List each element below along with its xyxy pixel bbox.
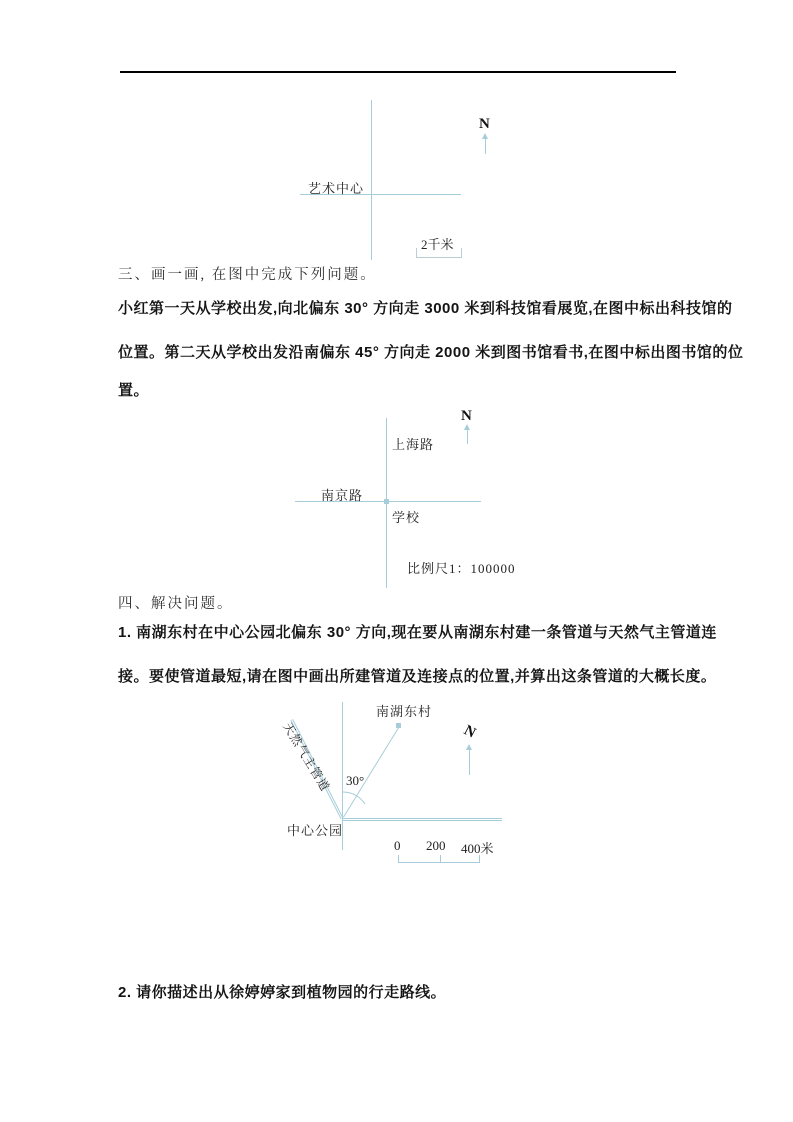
diagram2-road-north-label: 上海路 — [392, 437, 435, 452]
diagram2-road-west-label: 南京路 — [321, 488, 364, 503]
diagram2-school-dot — [384, 499, 389, 504]
diagram1-compass-n-label: N — [479, 116, 490, 132]
diagram2-place-label: 学校 — [392, 510, 421, 525]
problem2-line1: 2. 请你描述出从徐婷婷家到植物园的行走路线。 — [118, 984, 447, 1001]
diagram3-pipeline-label: 天然气主管道 — [280, 720, 333, 795]
diagram3-angle-label: 30° — [346, 773, 365, 788]
problem1-line1: 1. 南湖东村在中心公园北偏东 30° 方向,现在要从南湖东村建一条管道与天然气主管道连 — [118, 624, 717, 641]
diagram2-compass-n-label: N — [461, 408, 472, 424]
header-rule — [120, 71, 676, 73]
problem3-line2: 位置。第二天从学校出发沿南偏东 45° 方向走 2000 米到图书馆看书,在图中标出图书馆的位 — [118, 344, 744, 361]
diagram3-compass-n-label: N — [461, 722, 479, 742]
section-three-heading: 三、画一画, 在图中完成下列问题。 — [118, 267, 377, 283]
section-four-heading: 四、解决问题。 — [118, 596, 234, 612]
diagram1-scale-bracket — [416, 248, 462, 258]
diagram1-place-label: 艺术中心 — [308, 181, 365, 196]
problem3-line3: 置。 — [118, 382, 150, 399]
diagram3-village-label: 南湖东村 — [376, 704, 433, 719]
diagram2-scale-label: 比例尺1：100000 — [407, 561, 516, 576]
problem3-line1: 小红第一天从学校出发,向北偏东 30° 方向走 3000 米到科技馆看展览,在图中标出科技馆的 — [118, 300, 733, 317]
diagram1-scale-label: 2千米 — [421, 237, 454, 252]
diagram3-north-arrow-shaft — [469, 749, 470, 775]
diagram3-scale-tick-200: 200 — [426, 838, 446, 853]
diagram2-north-arrow-shaft — [467, 429, 468, 444]
diagram3-park-label: 中心公园 — [287, 823, 344, 838]
diagram3-scale-bar-midtick — [440, 855, 441, 863]
diagram1-vertical-road-line — [371, 100, 372, 260]
diagram3-scale-bar — [398, 855, 480, 863]
problem1-line2: 接。要使管道最短,请在图中画出所建管道及连接点的位置,并算出这条管道的大概长度。 — [118, 668, 717, 685]
diagram1-north-arrow-shaft — [485, 138, 486, 154]
diagram3-scale-tick-400: 400米 — [461, 841, 494, 856]
diagram3-village-dot — [396, 723, 401, 728]
diagram3-scale-tick-0: 0 — [394, 838, 401, 853]
